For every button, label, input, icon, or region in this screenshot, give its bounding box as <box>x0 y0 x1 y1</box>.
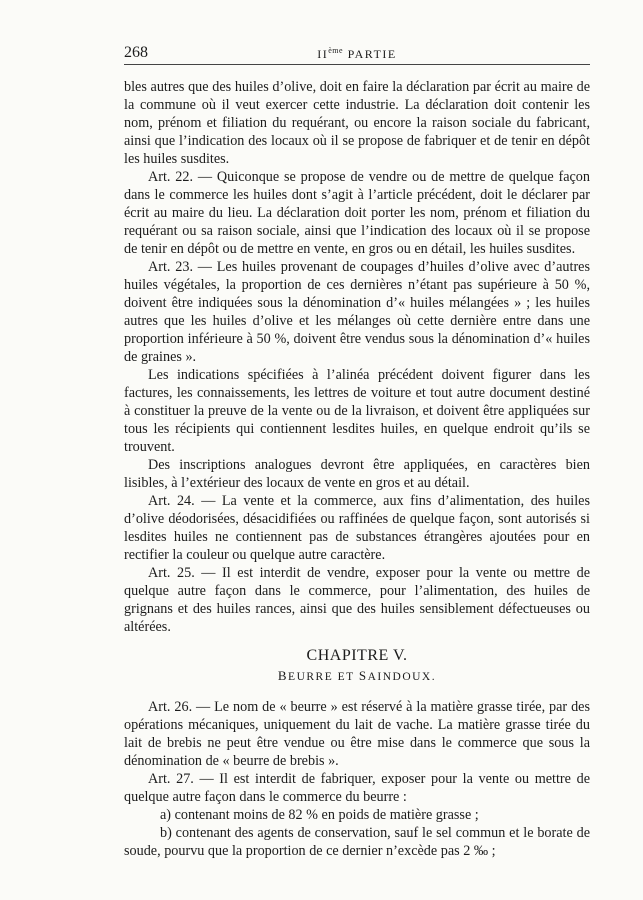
article-23-inscriptions: Des inscriptions analogues devront être appliquées, en caractères bien lisibles, à l’extérieur des locaux de vente en gros et au détail. <box>124 457 590 491</box>
part-word: PARTIE <box>347 47 397 61</box>
article-22: Art. 22. — Quiconque se propose de vendre ou de mettre de quelque façon dans le commerce les huiles dont s’agit à l’article précédent, doit le déclarer par écrit au maire du lieu. La déclaration doit porter les nom, prénom et filiation du requérant ou sa raison sociale, ainsi que l’indication des locaux où il se propose de tenir en dépôt ou de mettre en vente, en gros ou en détail, les huiles susdites. <box>124 169 590 257</box>
body-text <box>124 78 590 860</box>
page-number: 268 <box>124 44 148 61</box>
subtitle-part-2: AINDOUX. <box>367 671 437 683</box>
chapter-subtitle <box>124 667 590 686</box>
article-25: Art. 25. — Il est interdit de vendre, exposer pour la vente ou mettre de quelque autre façon dans le commerce, pour l’alimentation, des huiles de grignans et des huiles rances, ainsi que des huiles sensiblement défectueuses ou altérées. <box>124 565 590 635</box>
article-27-item-a: a) contenant moins de 82 % en poids de matière grasse ; <box>160 807 479 823</box>
article-23: Art. 23. — Les huiles provenant de coupages d’huiles d’olive avec d’autres huiles végétales, la proportion de ces dernières n’étant pas supérieure à 50 %, doivent être indiquées sous la dénomination d’« huiles mélangées » ; les huiles autres que les huiles d’olive et les mélanges où cette dernière entre dans une proportion inférieure à 50 %, doivent être vendus sous la dénomination d’« huiles de graines ». <box>124 259 590 365</box>
running-head <box>124 46 590 62</box>
article-24: Art. 24. — La vente et la commerce, aux fins d’alimentation, des huiles d’olive déodorisées, désacidifiées ou raffinées de quelque façon, sont autorisés si lesdites huiles ne contiennent pas de substances étrangères ajoutées pour en rectifier la couleur ou quelque autre caractère. <box>124 493 590 563</box>
paragraph-continuation: bles autres que des huiles d’olive, doit en faire la déclaration par écrit au maire de la commune où il veut exercer cette industrie. La déclaration doit contenir les nom, prénom et filiation du requérant, ou encore la raison sociale du fabricant, ainsi que l’indication des locaux où il se propose de fabriquer et de tenir en dépôt les huiles susdites. <box>124 79 590 167</box>
chapter-title: CHAPITRE V. <box>306 647 408 664</box>
article-26: Art. 26. — Le nom de « beurre » est réservé à la matière grasse tirée, par des opérations mécaniques, uniquement du lait de vache. La matière grasse tirée du lait de brebis ne peut être vendue ou être mise dans le commerce que sous la dénomination de « beurre de brebis ». <box>124 699 590 769</box>
subtitle-initial-b: B <box>277 668 289 683</box>
part-superscript: ème <box>328 46 344 55</box>
subtitle-initial-s: S <box>358 668 368 683</box>
subtitle-part-1: EURRE ET <box>288 671 359 683</box>
article-27-item-b: b) contenant des agents de conservation, sauf le sel commun et le borate de soude, pourvu que la proportion de ce dernier n’excède pas 2 ‰ ; <box>124 825 590 859</box>
part-numeral: II <box>317 47 329 61</box>
article-27: Art. 27. — Il est interdit de fabriquer, exposer pour la vente ou mettre de quelque autre façon dans le commerce du beurre : <box>124 771 590 805</box>
page-header <box>124 44 590 65</box>
article-23-indications: Les indications spécifiées à l’alinéa précédent doivent figurer dans les factures, les connaissements, les lettres de voiture et tout autre document destiné à constituer la preuve de la vente ou de la livraison, et doivent être appliquées sur tous les récipients qui contiennent lesdites huiles, en quelque endroit qu’ils se trouvent. <box>124 367 590 455</box>
